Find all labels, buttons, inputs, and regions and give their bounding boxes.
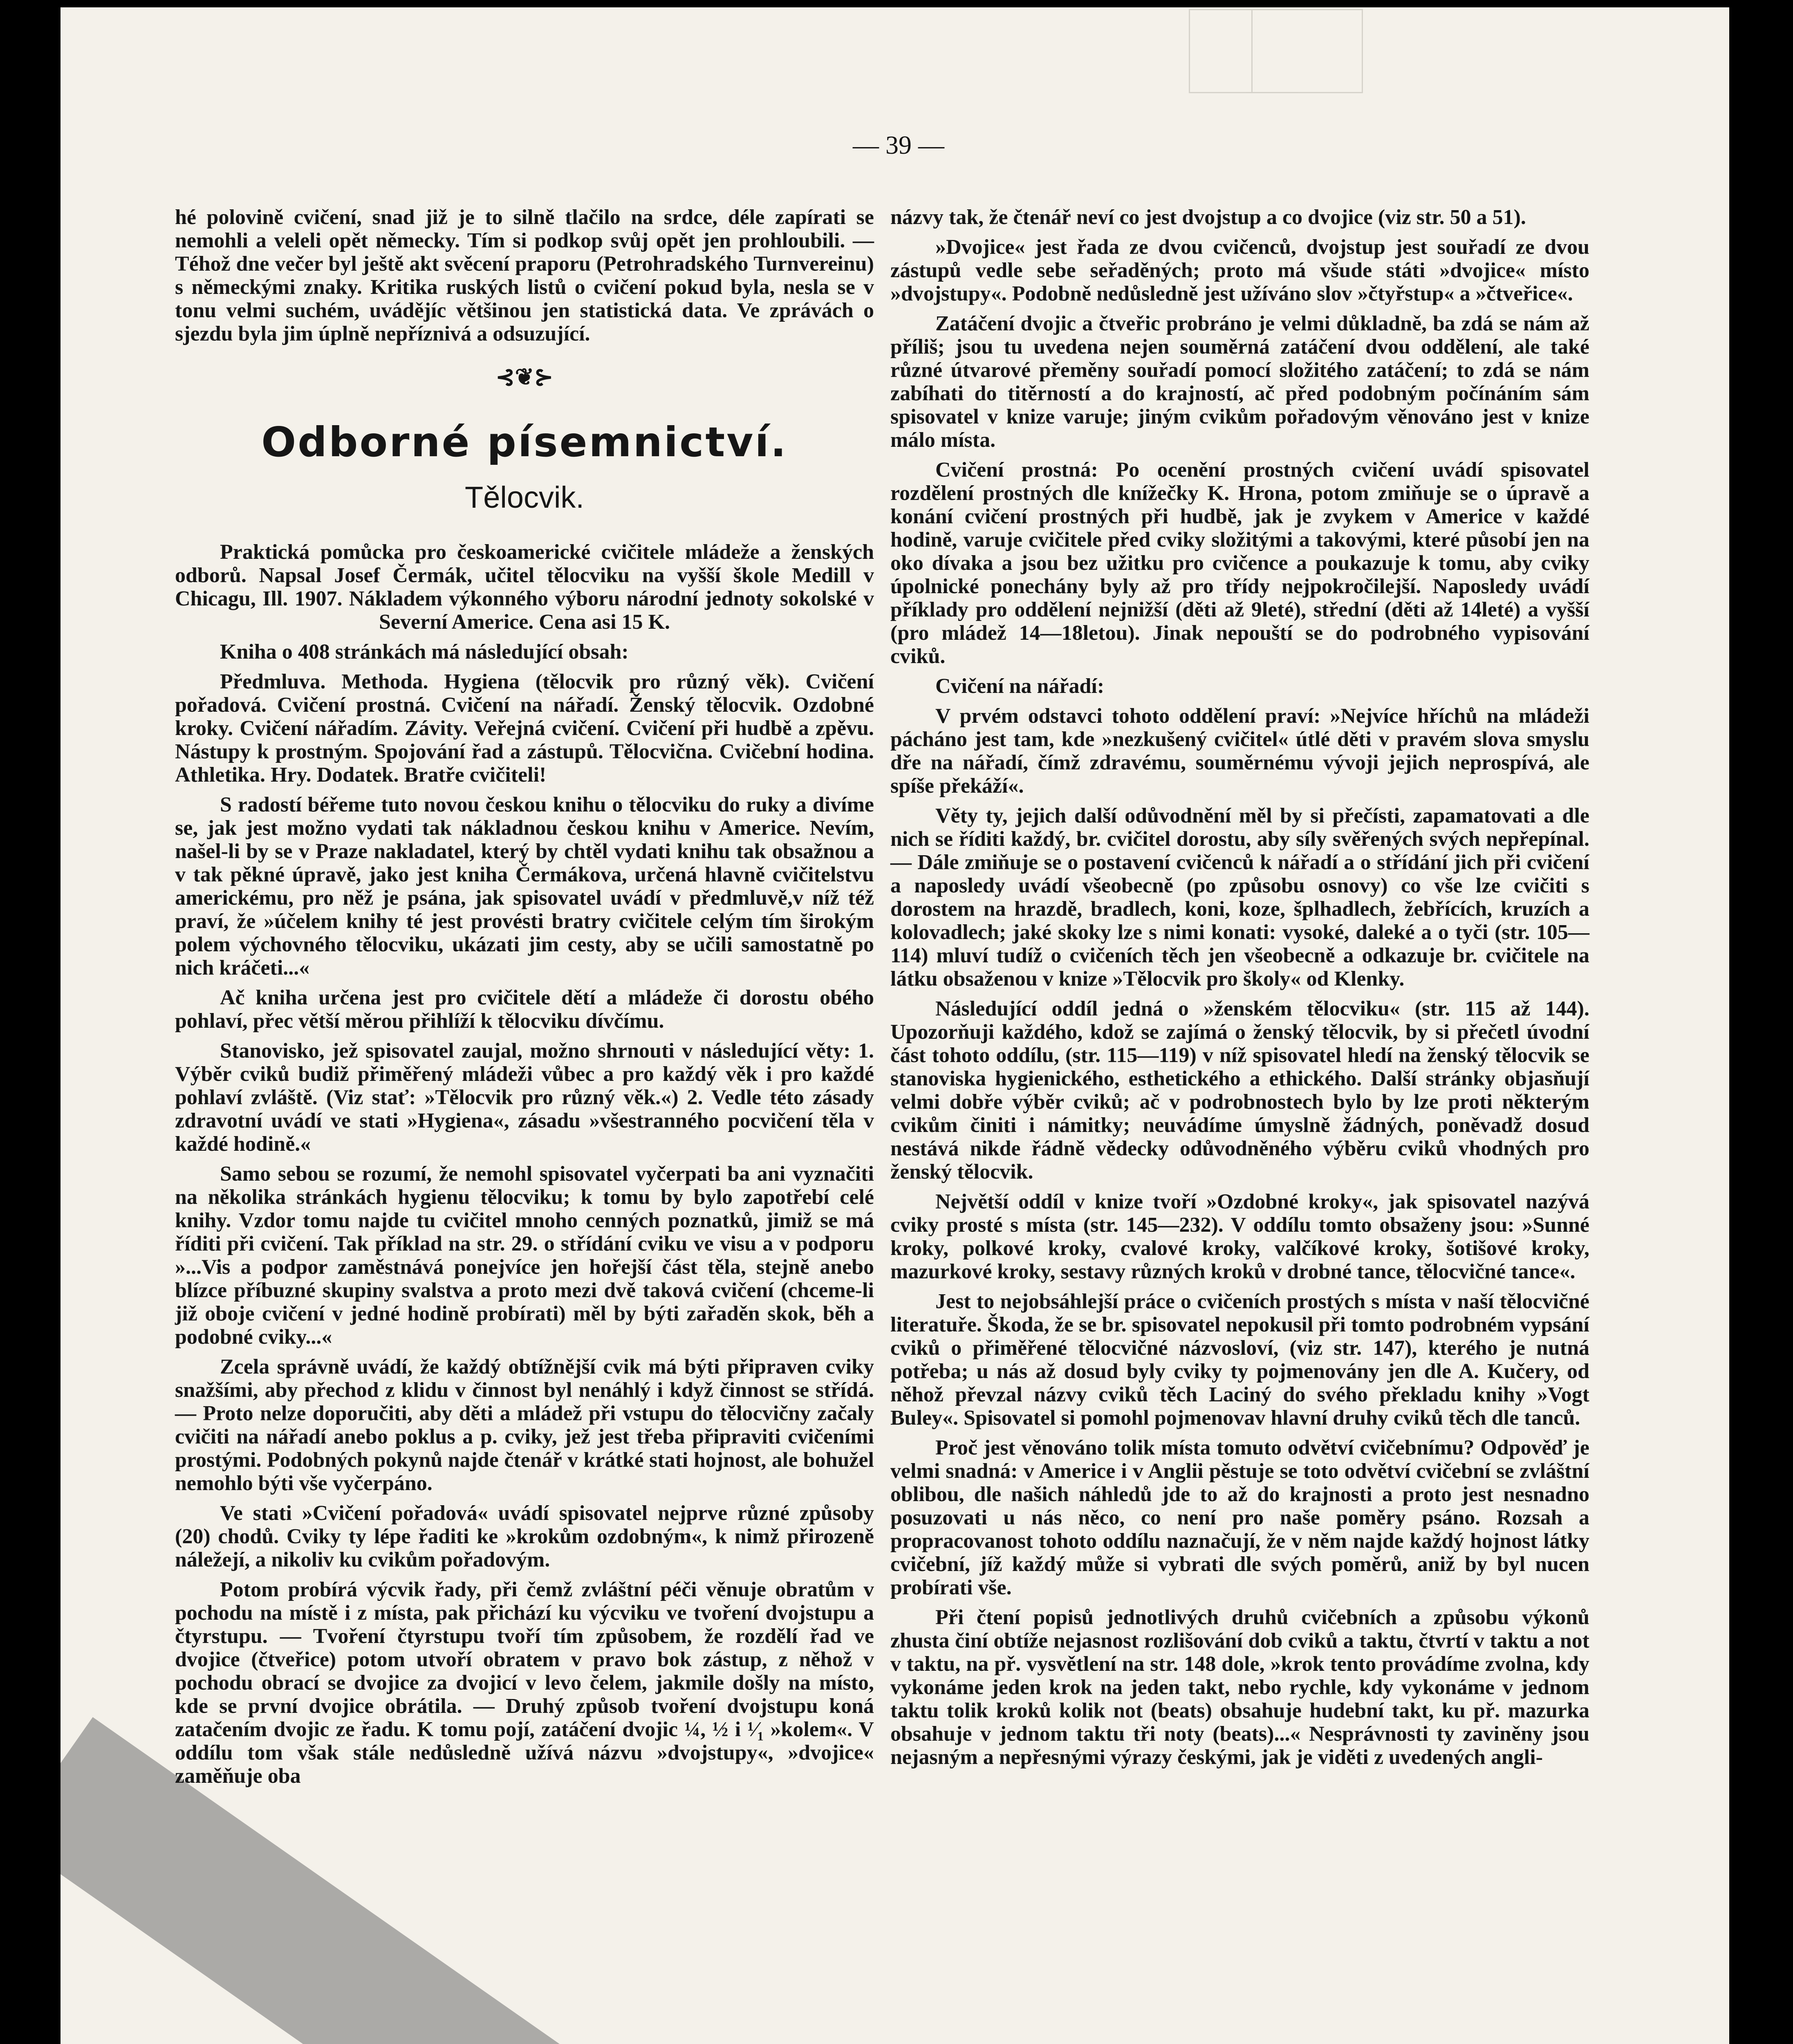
left-column (175, 206, 874, 1794)
page-number: — 39 — (853, 130, 944, 159)
paragraph: Věty ty, jejich další odůvodnění měl by si přečísti, zapamatovati a dle nich se říditi každý, br. cvičitel dorostu, aby síly svěřených svých nepřepínal. — Dále zmiňuje se o postavení cvičenců k nářadí a o střídání jich při cvičení a naposledy uvádí všeobecně (po způsobu osnovy) co vše lze cvičiti s dorostem na hrazdě, bradlech, koni, koze, šplhadlech, žebřících, kruzích a kolovadlech; jaké skoky lze s nimi konati: vysoké, daleké a o tyči (str. 105—114) mluví tudíž o cvičeních těch jen všeobecně a odkazuje br. cvičitele na látku obsaženou v knize »Tělocvik pro školy« od Klenky. (890, 804, 1589, 991)
paragraph: Stanovisko, jež spisovatel zaujal, možno shrnouti v následující věty: 1. Výběr cviků budiž přiměřený mládeži vůbec a pro každý věk i pro každé pohlaví zvláště. (Viz stať: »Tělocvik pro různý věk.«) 2. Vedle této zásady zdravotní uvádí ve stati »Hygiena«, zásadu »všestranného pocvičení těla v každé hodině.« (175, 1039, 874, 1156)
paragraph: Zatáčení dvojic a čtveřic probráno je velmi důkladně, ba zdá se nám až příliš; jsou tu uvedena nejen souměrná zatáčení dvou oddělení, ale také různé útvarové přeměny souřadí pomocí složitého zatáčení; to zdá se nám zabíhati do titěrností a do krajností, ač před podobným počínáním sám spisovatel v knize varuje; jiným cvikům pořadovým věnováno jest v knize málo místa. (890, 312, 1589, 452)
paragraph: hé polovině cvičení, snad již je to silně tlačilo na srdce, déle zapírati se nemohli a veleli opět německy. Tím si podkop svůj opět jen prohloubili. — Téhož dne večer byl ještě akt svěcení praporu (Petrohradského Turnvereinu) s německými znaky. Kritika ruských listů o cvičení pokud byla, nesla se v tonu velmi suchém, uvádějíc většinou jen statistická data. Ve zprávách o sjezdu byla jim úplně nepříznivá a odsuzující. (175, 206, 874, 345)
paragraph: Proč jest věnováno tolik místa tomuto odvětví cvičebnímu? Odpověď je velmi snadná: v Americe i v Anglii pěstuje se toto odvětví cvičební se zvláštní oblibou, dle našich náhledů jde to až do krajnosti a proto jest nesnadno posuzovati u nás něco, co není pro naše poměry psáno. Rozsah a propracovanost tohoto oddílu naznačují, že v něm najde každý hojnost látky cvičební, jíž každý může si vybrati dle svých poměrů, aniž by byl nucen probírati vše. (890, 1436, 1589, 1599)
paragraph: S radostí béřeme tuto novou českou knihu o tělocviku do ruky a divíme se, jak jest možno vydati tak nákladnou českou knihu v Americe. Nevím, našel-li by se v Praze nakladatel, který by chtěl vydati knihu tak obsažnou a v tak pěkné úpravě, jako jest kniha Čermákova, určená hlavně cvičitelstvu americkému, pro něž je psána, jak spisovatel uvádí v předmluvě,v níž též praví, že »účelem knihy té jest provésti bratry cvičitele celým tím širokým polem výchovného tělocviku, ukázati jim cesty, aby se učili samostatně po nich kráčeti...« (175, 793, 874, 979)
page-sheet (61, 7, 1729, 2044)
paragraph: V prvém odstavci tohoto oddělení praví: »Nejvíce hříchů na mládeži pácháno jest tam, kde »nezkušený cvičitel« útlé děti v pravém slova smyslu dře na nářadí, čímž zdravému, souměrnému vývoji jejich neprospívá, ale spíše překáží«. (890, 704, 1589, 798)
paragraph: Kniha o 408 stránkách má následující obsah: (220, 640, 629, 663)
paragraph: »Dvojice« jest řada ze dvou cvičenců, dvojstup jest souřadí ze dvou zástupů vedle sebe seřaděných; proto má všude státi »dvojice« místo »dvojstupy«. Podobně nedůsledně jest užíváno slov »čtyřstup« a »čtveřice«. (890, 235, 1589, 305)
paragraph: Při čtení popisů jednotlivých druhů cvičebních a způsobu výkonů zhusta činí obtíže nejasnost rozlišování dob cviků a taktu, čtvrtí v taktu a not v taktu, na př. vysvětlení na str. 148 dole, »krok tento provádíme zvolna, kdy vykonáme jeden krok na jeden takt, nebo rychle, kdy vykonáme v jednom taktu tolik kroků kolik not (beats) obsahuje hudební takt, ku př. mazurka obsahuje v jednom taktu tři noty (beats)...« Nesprávnosti ty zaviněny jsou nejasným a nepřesnými výrazy českými, jak je viděti z uvedených angli- (890, 1606, 1589, 1769)
paragraph: Největší oddíl v knize tvoří »Ozdobné kroky«, jak spisovatel nazývá cviky prosté s místa (str. 145—232). V oddílu tomto obsaženy jsou: »Sunné kroky, polkové kroky, cvalové kroky, valčíkové kroky, šotišové kroky, mazurkové kroky, sestavy různých kroků v drobné tance, tělocvičné tance«. (890, 1190, 1589, 1283)
paragraph: Ve stati »Cvičení pořadová« uvádí spisovatel nejprve různé způsoby (20) chodů. Cviky ty lépe řaditi ke »krokům ozdobným«, k nimž přirozeně náležejí, a nikoliv ku cvikům pořadovým. (175, 1502, 874, 1571)
paragraph: Následující oddíl jedná o »ženském tělocviku« (str. 115 až 144). Upozorňuji každého, kdož se zajímá o ženský tělocvik, by si přečetl úvodní část tohoto oddílu, (str. 115—119) v níž spisovatel hledí na ženský tělocvik se stanoviska hygienického, esthetického a ethického. Další stránky objasňují velmi dobře výběr cviků; ač v podrobnostech bylo by lze proti některým cvikům činiti i námitky; neuvádíme úmyslně žádných, poněvadž dosud nestává nikde řádně vědecky odůvodněného výběru cviků vhodných pro ženský tělocvik. (890, 997, 1589, 1183)
paragraph: Ač kniha určena jest pro cvičitele dětí a mládeže či dorostu obého pohlaví, přec větší měrou přihlíží k tělocviku dívčímu. (175, 986, 874, 1033)
paragraph: Samo sebou se rozumí, že nemohl spisovatel vyčerpati ba ani vyznačiti na několika stránkách hygienu tělocviku; k tomu by bylo zapotřebí celé knihy. Vzdor tomu najde tu cvičitel mnoho cenných poznatků, jimiž se má říditi při cvičení. Tak příklad na str. 29. o střídání cviku ve visu a v podporu »...Vis a podpor zaměstnává ponejvíce jen hořejší část těla, stejně anebo blízce příbuzné skupiny svalstva a proto mezi dvě taková cvičení (chceme-li již oboje cvičení v jedné hodině probírati) měl by býti zařaděn skok, běh a podobné cviky...« (175, 1162, 874, 1349)
paragraph: Cvičení prostná: Po ocenění prostných cvičení uvádí spisovatel rozdělení prostných dle knížečky K. Hrona, potom zmiňuje se o úpravě a konání cvičení prostných při hudbě, jak je zvykem v Americe v každé hodině, varuje cvičitele před cviky složitými a takovými, které působí jen na oko dívaka a jsou bez užitku pro cvičence a poukazuje k tomu, aby cviky úpolnické ponechány byly až pro třídy nejpokročilejší. Naposledy uvádí příklady pro oddělení nejnižší (děti až 9leté), střední (děti až 14leté) a vyšší (pro mládež 14—18letou). Jinak nepouští se do podrobného vypisování cviků. (890, 458, 1589, 668)
section-title: Odborné písemnictví. (261, 418, 788, 466)
right-column (890, 206, 1589, 1775)
paragraph: Zcela správně uvádí, že každý obtížnější cvik má býti připraven cviky snažšími, aby přechod z klidu v činnost byl nenáhlý i když činnost se střídá. — Proto nelze doporučiti, aby děti a mládež při vstupu do tělocvičny začaly cvičiti na nářadí anebo poklus a p. cviky, jež jest třeba připraviti cvičeními prostými. Podobných pokynů najde čtenář v krátké stati hojnost, ale bohužel nemohlo býti vše vyčerpáno. (175, 1355, 874, 1495)
paragraph: Potom probírá výcvik řady, při čemž zvláštní péči věnuje obratům v pochodu na místě i z místa, pak přichází ku výcviku ve tvoření dvojstupu a čtyrstupu. — Tvoření čtyrstupu tvoří tím způsobem, že rozdělí řad ve dvojice (čtveřice) potom utvoří obratem v pravo bok zástup, z něhož v pochodu obrací se dvojice za dvojicí v levo čelem, jakmile došly na místo, kde se první dvojice obrátila. — Druhý způsob tvoření dvojstupu koná zatačením dvojic ze řadu. K tomu pojí, zatáčení dvojic ¼, ½ i ¹⁄₁ »kolem«. V oddílu tom však stále nedůsledně užívá názvu »dvojstupy«, »dvojice« zaměňuje oba (175, 1578, 874, 1788)
book-info: Praktická pomůcka pro českoamerické cvičitele mládeže a ženských odborů. Napsal Josef Čermák, učitel tělocviku na vyšší škole Medill v Chicagu, Ill. 1907. Nákladem výkonného výboru národní jednoty sokolské v Severní Americe. Cena asi 15 K. (175, 540, 874, 634)
paragraph: Jest to nejobsáhlejší práce o cvičeních prostých s místa v naší tělocvičné literatuře. Škoda, že se br. spisovatel nepokusil při tomto podrobném vypsání cviků o přiměřené tělocvičné názvosloví, (viz str. 147), kterého je nutná potřeba; u nás až dosud byly cviky ty pojmenovány jen dle A. Kučery, od něhož převzal názvy cviků těch Laciný do svého překladu knihy »Vogt Buley«. Spisovatel si pomohl pojmenovav hlavní druhy cviků těch dle tanců. (890, 1290, 1589, 1430)
article-title: Tělocvik. (465, 480, 584, 514)
library-stamp (1189, 9, 1363, 93)
paragraph: názvy tak, že čtenář neví co jest dvojstup a co dvojice (viz str. 50 a 51). (890, 206, 1526, 229)
table-of-contents: Předmluva. Methoda. Hygiena (tělocvik pro různý věk). Cvičení pořadová. Cvičení prostná. Cvičení na nářadí. Ženský tělocvik. Ozdobné kroky. Cvičení nářadím. Závity. Veřejná cvičení. Cvičení při hudbě a zpěvu. Nástupy k prostným. Spojování řad a zástupů. Tělocvična. Cvičební hodina. Athletika. Hry. Dodatek. Bratře cvičiteli! (175, 670, 874, 787)
subheading: Cvičení na nářadí: (935, 675, 1105, 698)
ornament-divider: ⊰❦⊱ (495, 365, 554, 390)
